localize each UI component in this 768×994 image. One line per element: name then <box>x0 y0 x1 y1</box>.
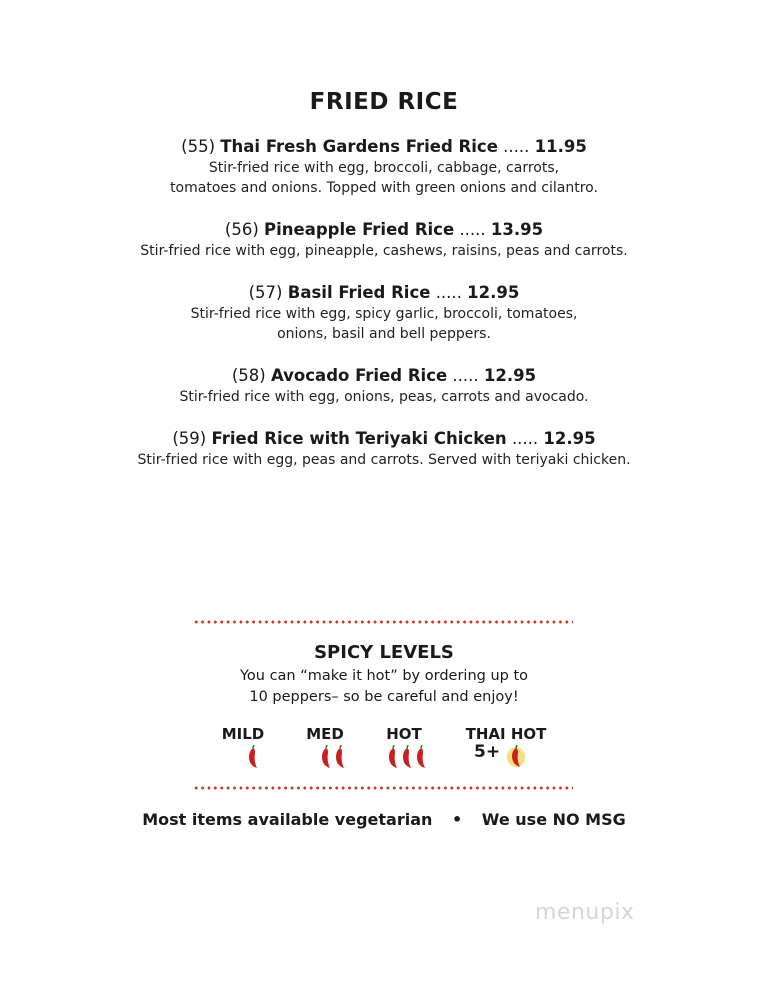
spicy-description-line: You can “make it hot” by ordering up to <box>239 668 529 684</box>
chili-pepper-icon <box>245 745 259 769</box>
spicy-levels-description <box>0 666 768 708</box>
separator-bullet: • <box>451 810 463 829</box>
item-number: (56) <box>224 220 259 239</box>
item-name: Thai Fresh Gardens Fried Rice <box>220 137 498 156</box>
item-number: (58) <box>231 366 266 385</box>
flaming-pepper-icon <box>505 744 525 768</box>
item-name: Basil Fried Rice <box>287 283 431 302</box>
item-price: 12.95 <box>467 283 520 302</box>
item-description: Stir-fried rice with egg, peas and carrots. Served with teriyaki chicken. <box>137 452 631 468</box>
item-price: 12.95 <box>483 366 537 385</box>
menu-item <box>0 219 768 261</box>
spicy-description-line: 10 peppers– so be careful and enjoy! <box>249 689 519 705</box>
spicy-level-med: MED <box>306 725 344 743</box>
dotted-divider-top <box>193 620 573 624</box>
spicy-level-mild: MILD <box>221 725 265 743</box>
menu-item <box>0 365 768 407</box>
item-description: Stir-fried rice with egg, pineapple, cashews, raisins, peas and carrots. <box>140 243 628 259</box>
dotted-divider-bottom <box>193 786 573 790</box>
pepper-group-hot <box>385 745 431 769</box>
item-number: (59) <box>172 429 207 448</box>
section-title: FRIED RICE <box>309 89 459 115</box>
item-heading <box>0 136 768 158</box>
thai-hot-count: 5+ <box>474 742 501 762</box>
item-heading <box>0 282 768 304</box>
item-description: Stir-fried rice with egg, onions, peas, carrots and avocado. <box>179 389 589 405</box>
spicy-level-hot: HOT <box>386 725 422 743</box>
menu-item <box>0 282 768 344</box>
chili-pepper-icon <box>318 745 332 769</box>
chili-pepper-icon <box>399 745 413 769</box>
spicy-level-thai-hot: THAI HOT <box>465 725 547 743</box>
vegetarian-note: Most items available vegetarian <box>142 810 433 829</box>
chili-pepper-icon <box>385 745 399 769</box>
pepper-group-med <box>318 745 350 769</box>
item-leader-dots: ..... <box>503 137 530 156</box>
item-description: Stir-fried rice with egg, spicy garlic, broccoli, tomatoes, <box>190 306 578 322</box>
pepper-group-mild <box>245 745 261 769</box>
chili-pepper-icon <box>413 745 427 769</box>
item-description: Stir-fried rice with egg, broccoli, cabbage, carrots, <box>208 160 560 176</box>
item-price: 12.95 <box>543 429 596 448</box>
footer-notes <box>0 810 768 829</box>
item-heading <box>0 365 768 387</box>
item-name: Pineapple Fried Rice <box>264 220 455 239</box>
item-number: (57) <box>248 283 283 302</box>
item-name: Avocado Fried Rice <box>271 366 448 385</box>
item-heading <box>0 219 768 241</box>
chili-pepper-icon <box>332 745 346 769</box>
spicy-levels-title: SPICY LEVELS <box>314 642 454 663</box>
item-leader-dots: ..... <box>452 366 479 385</box>
item-number: (55) <box>181 137 216 156</box>
menu-item <box>0 136 768 198</box>
menu-item <box>0 428 768 470</box>
item-description: tomatoes and onions. Topped with green onions and cilantro. <box>170 180 598 196</box>
item-description: onions, basil and bell peppers. <box>277 326 491 342</box>
menupix-watermark: menupix <box>535 900 635 925</box>
item-name: Fried Rice with Teriyaki Chicken <box>211 429 507 448</box>
item-leader-dots: ..... <box>435 283 462 302</box>
item-heading <box>0 428 768 450</box>
msg-note: We use NO MSG <box>481 810 626 829</box>
item-price: 13.95 <box>490 220 544 239</box>
item-leader-dots: ..... <box>511 429 539 448</box>
pepper-group-thai-hot <box>505 744 525 768</box>
item-leader-dots: ..... <box>459 220 486 239</box>
item-price: 11.95 <box>534 137 587 156</box>
